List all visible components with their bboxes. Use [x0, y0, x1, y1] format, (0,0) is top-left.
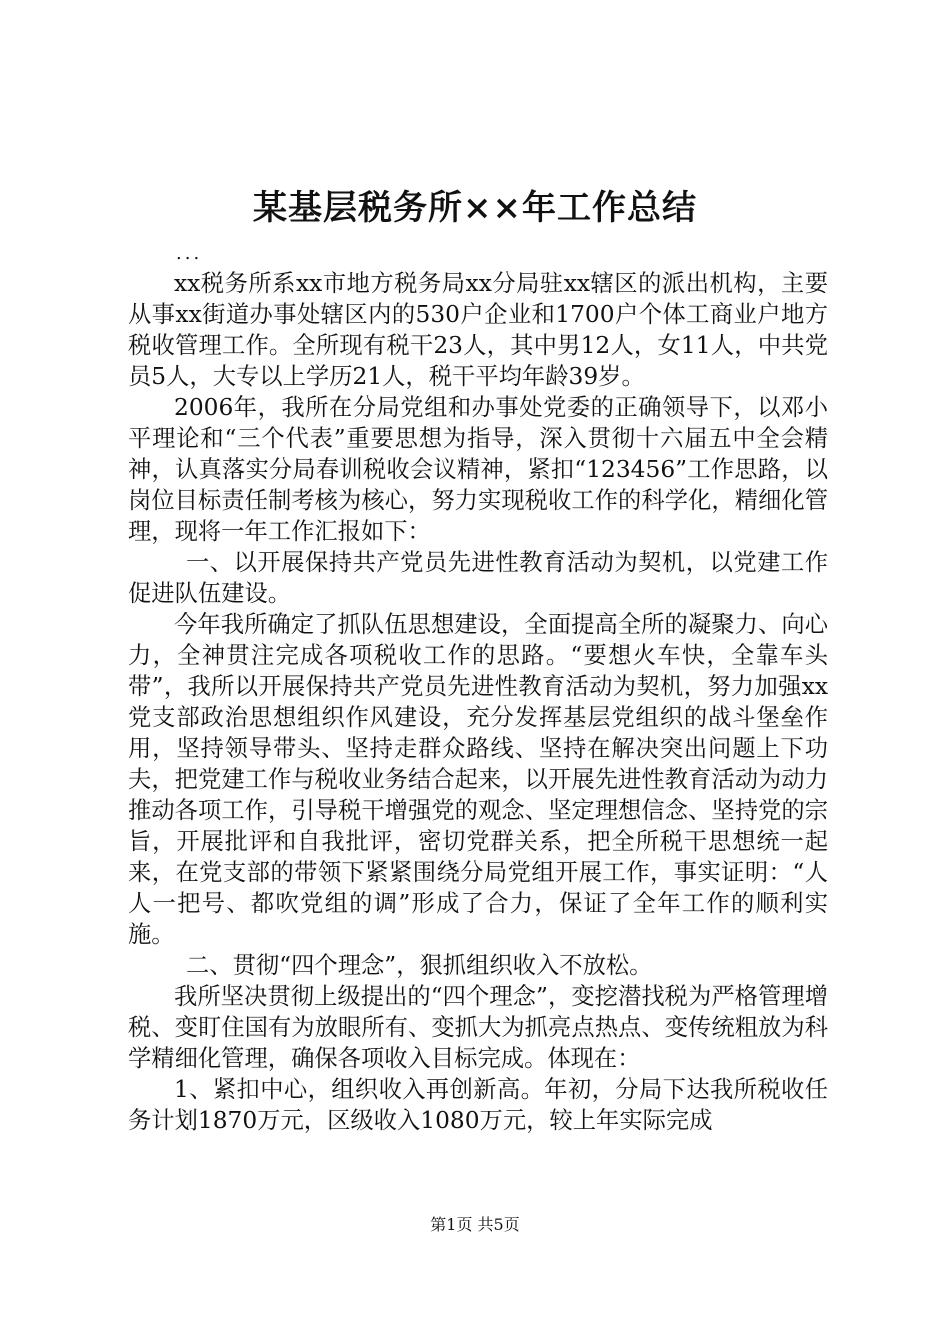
paragraph-overview: 2006年，我所在分局党组和办事处党委的正确领导下，以邓小平理论和“三个代表”重要思想为指导，深入贯彻十六届五中全会精神，认真落实分局春训税收会议精神，紧扣“123456”工作思路，以岗位目标责任制考核为核心，努力实现税收工作的科学化，精细化管理，现将一年工作汇报如下：	[128, 394, 828, 545]
ellipsis-marker: ...	[176, 243, 203, 264]
paragraph-party-building: 今年我所确定了抓队伍思想建设，全面提高全所的凝聚力、向心力，全神贯注完成各项税收工作的思路。“要想火车快，全靠车头带”，我所以开展保持共产党员先进性教育活动为契机，努力加强xx党支部政治思想组织作风建设，充分发挥基层党组织的战斗堡垒作用，坚持领导带头、坚持走群众路线、坚持在解决突出问题上下功夫，把党建工作与税收业务结合起来，以开展先进性教育活动为动力推动各项工作，引导税干增强党的观念、坚定理想信念、坚持党的宗旨，开展批评和自我批评，密切党群关系，把全所税干思想统一起来，在党支部的带领下紧紧围绕分局党组开展工作，事实证明：“人人一把号、都吹党组的调”形成了合力，保证了全年工作的顺利实施。	[128, 611, 828, 948]
paragraph-item-1: 1、紧扣中心，组织收入再创新高。年初，分局下达我所税收任务计划1870万元，区级收入1080万元，较上年实际完成	[128, 1076, 828, 1134]
paragraph-intro: xx税务所系xx市地方税务局xx分局驻xx辖区的派出机构，主要从事xx街道办事处辖区内的530户企业和1700户个体工商业户地方税收管理工作。全所现有税干23人，其中男12人，女11人，中共党员5人，大专以上学历21人，税干平均年龄39岁。	[128, 270, 828, 390]
section-heading-2: 二、贯彻“四个理念”，狠抓组织收入不放松。	[186, 952, 653, 979]
section-heading-1: 一、以开展保持共产党员先进性教育活动为契机，以党建工作促进队伍建设。	[128, 549, 828, 607]
document-title: 某基层税务所××年工作总结	[253, 188, 697, 228]
page-number-footer: 第1页 共5页	[430, 1215, 520, 1234]
paragraph-four-concepts: 我所坚决贯彻上级提出的“四个理念”，变挖潜找税为严格管理增税、变盯住国有为放眼所有、变抓大为抓亮点热点、变传统粗放为科学精细化管理，确保各项收入目标完成。体现在：	[128, 983, 828, 1072]
document-body	[128, 268, 828, 1136]
